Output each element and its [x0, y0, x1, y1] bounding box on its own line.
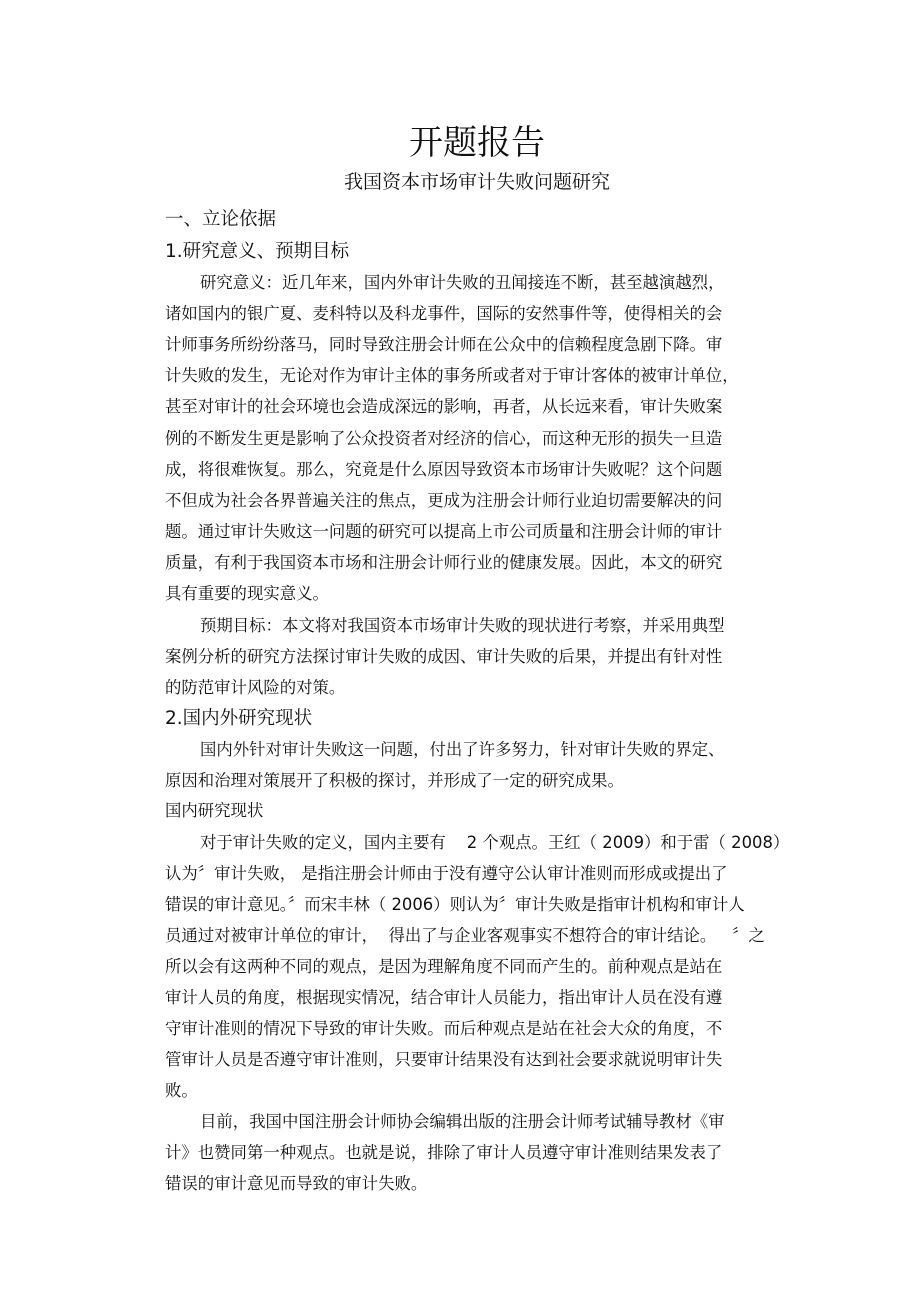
text-line: 员通过对被审计单位的审计， 得出了与企业客观事实不想符合的审计结论。 〞之: [165, 926, 765, 945]
text-line: 甚至对审计的社会环境也会造成深远的影响，再者，从长远来看，审计失败案: [165, 397, 723, 417]
text-line: 具有重要的现实意义。: [165, 584, 329, 603]
text-line: 管审计人员是否遵守审计准则，只要审计结果没有达到社会要求就说明审计失: [165, 1050, 723, 1069]
subsection-heading: 2.国内外研究现状: [165, 708, 313, 729]
text-line: 质量，有利于我国资本市场和注册会计师行业的健康发展。因此，本文的研究: [165, 552, 723, 572]
page-subtitle: 我国资本市场审计失败问题研究: [343, 171, 610, 193]
text-line: 原因和治理对策展开了积极的探讨，并形成了一定的研究成果。: [165, 771, 624, 790]
text-line: 诸如国内的银广夏、麦科特以及科龙事件，国际的安然事件等，使得相关的会: [165, 304, 723, 324]
subsection-heading: 国内研究现状: [165, 801, 264, 820]
text-line: 计师事务所纷纷落马，同时导致注册会计师在公众中的信赖程度急剧下降。审: [165, 335, 723, 355]
text-line: 研究意义：近几年来，国内外审计失败的丑闻接连不断，甚至越演越烈，: [200, 273, 725, 292]
text-line: 的防范审计风险的对策。: [165, 678, 346, 697]
text-line: 认为〞审计失败， 是指注册会计师由于没有遵守公认审计准则而形成或提出了: [165, 864, 728, 883]
text-line: 计》也赞同第一种观点。也就是说，排除了审计人员遵守审计准则结果发表了: [165, 1143, 723, 1162]
page-title: 开题报告: [409, 123, 545, 163]
text-line: 守审计准则的情况下导致的审计失败。而后种观点是站在社会大众的角度，不: [165, 1019, 723, 1038]
section-heading: 一、立论依据: [165, 209, 277, 230]
text-line: 成，将很难恢复。那么，究竟是什么原因导致资本市场审计失败呢？这个问题: [165, 459, 723, 479]
text-line: 所以会有这两种不同的观点，是因为理解角度不同而产生的。前种观点是站在: [165, 957, 723, 976]
text-line: 预期目标：本文将对我国资本市场审计失败的现状进行考察，并采用典型: [200, 616, 725, 635]
text-line: 例的不断发生更是影响了公众投资者对经济的信心，而这种无形的损失一旦造: [165, 428, 723, 448]
text-line: 审计人员的角度，根据现实情况，结合审计人员能力，指出审计人员在没有遵: [165, 988, 723, 1007]
text-line: 计失败的发生，无论对作为审计主体的事务所或者对于审计客体的被审计单位，: [165, 366, 739, 386]
text-line: 国内外针对审计失败这一问题，付出了许多努力，针对审计失败的界定、: [200, 740, 725, 759]
text-line: 错误的审计意见。〞而宋丰林（ 2006）则认为〞审计失败是指审计机构和审计人: [165, 895, 745, 914]
text-line: 败。: [165, 1081, 198, 1100]
text-line: 案例分析的研究方法探讨审计失败的成因、审计失败的后果，并提出有针对性: [165, 647, 723, 666]
text-line: 错误的审计意见而导致的审计失败。: [165, 1174, 428, 1193]
text-line: 对于审计失败的定义，国内主要有 2 个观点。王红（ 2009）和于雷（ 2008）: [200, 833, 790, 852]
subsection-heading: 1.研究意义、预期目标: [165, 241, 350, 262]
text-line: 不但成为社会各界普遍关注的焦点，更成为注册会计师行业迫切需要解决的问: [165, 490, 723, 510]
text-line: 目前，我国中国注册会计师协会编辑出版的注册会计师考试辅导教材《审: [200, 1112, 725, 1131]
text-line: 题。通过审计失败这一问题的研究可以提高上市公司质量和注册会计师的审计: [165, 521, 723, 541]
